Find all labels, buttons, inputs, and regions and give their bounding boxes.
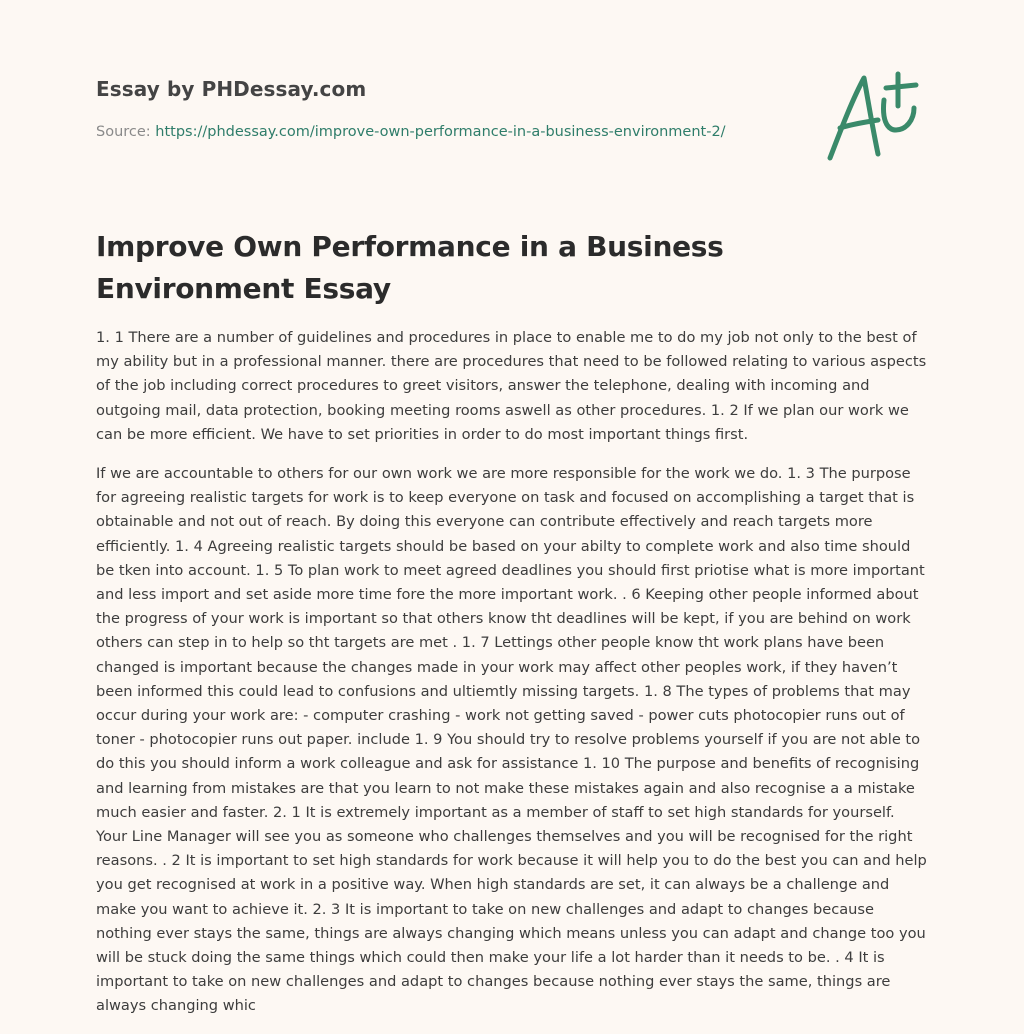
- source-line: [96, 124, 726, 140]
- essay-paragraph-1: 1. 1 There are a number of guidelines and procedures in place to enable me to do my job not only to the best of my ability but in a professional manner. there are procedures that need to be followed relating to various aspects of the job including correct procedures to greet visitors, answer the telephone, dealing with incoming and outgoing mail, data protection, booking meeting rooms aswell as other procedures. 1. 2 If we plan our work we can be more efficient. We have to set priorities in order to do most important things first.: [96, 329, 927, 443]
- essay-body: [96, 326, 928, 1034]
- essay-title: Improve Own Performance in a Business Environment Essay: [96, 230, 724, 305]
- a-plus-logo-icon: [826, 70, 926, 162]
- source-label: Source:: [96, 124, 156, 140]
- essay-paragraph-2: If we are accountable to others for our own work we are more responsible for the work we do. 1. 3 The purpose for agreeing realistic targets for work is to keep everyone on task and focused on accomplishing a target that is obtainable and not out of reach. By doing this everyone can contribute effectively and reach targets more efficiently. 1. 4 Agreeing realistic targets should be based on your abilty to complete work and also time should be tken into account. 1. 5 To plan work to meet agreed deadlines you should first priotise what is more important and less import and set aside more time fore the more important work. . 6 Keeping other people informed about the progress of your work is important so that others know tht deadlines will be kept, if you are behind on work others can step in to help so tht targets are met . 1. 7 Lettings other people know tht work plans have been changed is important because the changes made in your work may affect other peoples work, if they haven’t been informed this could lead to confusions and ultiemtly missing targets. 1. 8 The types of problems that may occur during your work are: - computer crashing - work not getting saved - power cuts photocopier runs out of toner - photocopier runs out paper. include 1. 9 You should try to resolve problems yourself if you are not able to do this you should inform a work colleague and ask for assistance 1. 10 The purpose and benefits of recognising and learning from mistakes are that you learn to not make these mistakes again and also recognise a a mistake much easier and faster. 2. 1 It is extremely important as a member of staff to set high standards for yourself. Your Line Manager will see you as someone who challenges themselves and you will be recognised for the right reasons. . 2 It is important to set high standards for work because it will help you to do the best you can and help you get recognised at work in a positive way. When high standards are set, it can always be a challenge and make you want to achieve it. 2. 3 It is important to take on new challenges and adapt to changes because nothing ever stays the same, things are always changing which means unless you can adapt and change too you will be stuck doing the same things which could then make your life a lot harder than it needs to be. . 4 It is important to take on new challenges and adapt to changes because nothing ever stays the same, things are always changing whic: [96, 465, 927, 1015]
- source-link[interactable]: https://phdessay.com/improve-own-performance-in-a-business-environment-2/: [155, 124, 726, 140]
- site-title: Essay by PHDessay.com: [96, 77, 367, 101]
